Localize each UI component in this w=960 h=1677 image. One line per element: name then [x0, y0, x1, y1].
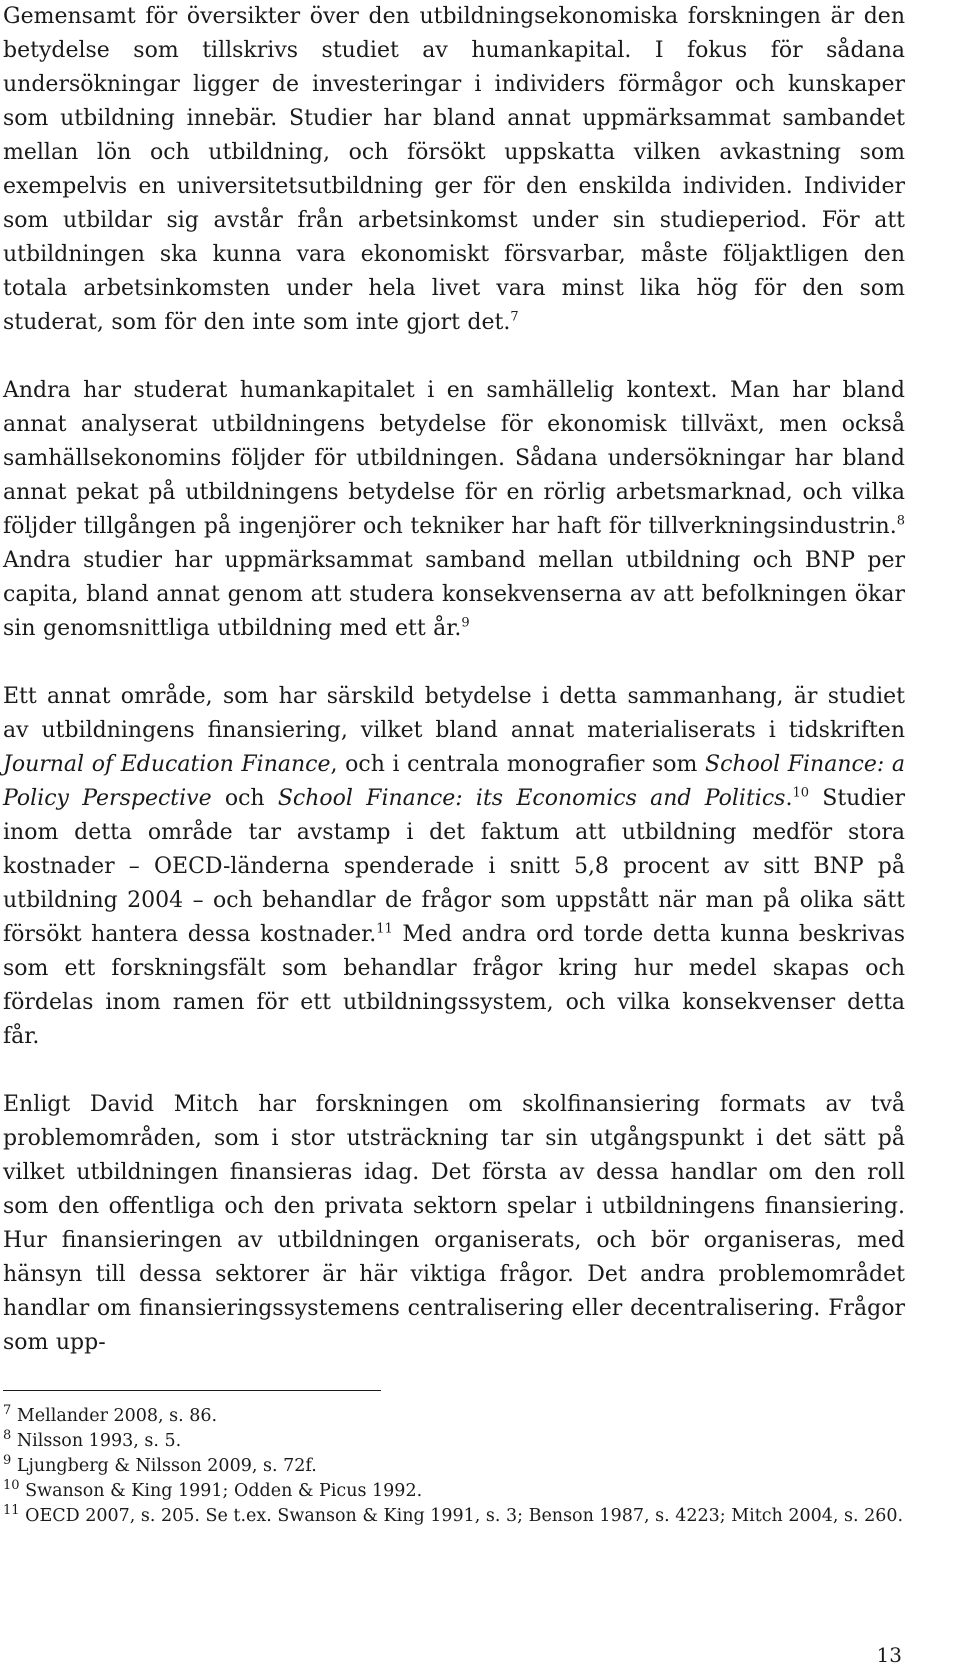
footnote-ref-9[interactable]: 9 [461, 615, 470, 631]
text-segment: Med andra ord torde detta kunna beskrivas som ett forskningsfält som behandlar frågor kring hur medel skapas och fördelas inom ramen för ett utbildningssystem, och vilka konsekvenser detta får. [3, 922, 905, 1049]
text-segment: . [785, 786, 793, 811]
footnote-7 [3, 1404, 905, 1429]
text-segment: Gemensamt för översikter över den utbildningsekonomiska forskningen är den betydelse som tillskrivs studiet av humankapital. I fokus för sådana undersökningar ligger de investeringar i individers förmågor och kunskaper som utbildning innebär. Studier har bland annat uppmärksammat sambandet mellan lön och utbildning, och försökt uppskatta vilken avkastning som exempelvis en universitetsutbildning ger för den enskilda individen. Individer som utbildar sig avstår från arbetsinkomst under sin studieperiod. För att utbildningen ska kunna vara ekonomiskt försvarbar, måste följaktligen den totala arbetsinkomsten under hela livet vara minst lika hög för den som studerat, som för den inte som inte gjort det. [3, 4, 905, 335]
footnote-8 [3, 1429, 905, 1454]
footnotes [3, 1404, 905, 1529]
text-segment: Ett annat område, som har särskild betydelse i detta sammanhang, är studiet av utbildningens finansiering, vilket bland annat materialiserats i tidskriften [3, 684, 905, 743]
text-segment: , och i centrala monografier som [330, 752, 706, 777]
footnote-ref-11[interactable]: 11 [376, 921, 393, 937]
text-segment: och [211, 786, 278, 811]
footnote-text: OECD 2007, s. 205. Se t.ex. Swanson & King 1991, s. 3; Benson 1987, s. 4223; Mitch 2004, s. 260. [19, 1506, 904, 1526]
body-paragraph-1 [3, 0, 905, 340]
footnote-text: Mellander 2008, s. 86. [11, 1406, 218, 1426]
page-body [3, 0, 905, 1360]
footnote-number: 7 [3, 1403, 12, 1419]
journal-title: Journal of Education Finance [3, 752, 331, 777]
footnote-text: Ljungberg & Nilsson 2009, s. 72f. [11, 1456, 317, 1476]
text-segment: Andra studier har uppmärksammat samband mellan utbildning och BNP per capita, bland annat genom att studera konsekvenserna av att befolkningen ökar sin genomsnittliga utbildning med ett år. [3, 548, 905, 641]
footnote-ref-7[interactable]: 7 [510, 309, 519, 325]
footnote-text: Swanson & King 1991; Odden & Picus 1992. [19, 1481, 423, 1501]
body-paragraph-3 [3, 680, 905, 1054]
body-paragraph-2 [3, 374, 905, 646]
page-number: 13 [876, 1643, 902, 1667]
footnote-ref-10[interactable]: 10 [792, 785, 809, 801]
text-segment: Studier inom detta område tar avstamp i det faktum att utbildning medför stora kostnader – OECD-länderna spenderade i snitt 5,8 procent av sitt BNP på utbildning 2004 – och behandlar de frågor som uppstått när man på olika sätt försökt hantera dessa kostnader. [3, 786, 905, 947]
footnote-number: 10 [3, 1478, 20, 1494]
book-title: School Finance: a Policy Perspective [3, 752, 906, 811]
footnote-11 [3, 1504, 905, 1529]
footnote-10 [3, 1479, 905, 1504]
footnote-number: 11 [3, 1503, 20, 1519]
footnote-9 [3, 1454, 905, 1479]
footnote-number: 8 [3, 1428, 12, 1444]
text-segment: Andra har studerat humankapitalet i en samhällelig kontext. Man har bland annat analyserat utbildningens betydelse för ekonomisk tillväxt, men också samhällsekonomins följder för utbildningen. Sådana undersökningar har bland annat pekat på utbildningens betydelse för en rörlig arbetsmarknad, och vilka följder tillgången på ingenjörer och tekniker har haft för tillverkningsindustrin. [3, 378, 905, 539]
text-segment: Enligt David Mitch har forskningen om skolfinansiering formats av två problemområden, som i stor utsträckning tar sin utgångspunkt i det sätt på vilket utbildningen finansieras idag. Det första av dessa handlar om den roll som den offentliga och den privata sektorn spelar i utbildningens finansiering. Hur finansieringen av utbildningen organiserats, och bör organiseras, med hänsyn till dessa sektorer är här viktiga frågor. Det andra problemområdet handlar om finansieringssystemens centralisering eller decentralisering. Frågor som upp- [3, 1092, 905, 1355]
footnote-separator [3, 1390, 381, 1391]
body-paragraph-4 [3, 1088, 905, 1360]
footnote-ref-8[interactable]: 8 [896, 513, 905, 529]
book-title: School Finance: its Economics and Politics [277, 786, 786, 811]
footnote-number: 9 [3, 1453, 12, 1469]
footnote-text: Nilsson 1993, s. 5. [11, 1431, 182, 1451]
